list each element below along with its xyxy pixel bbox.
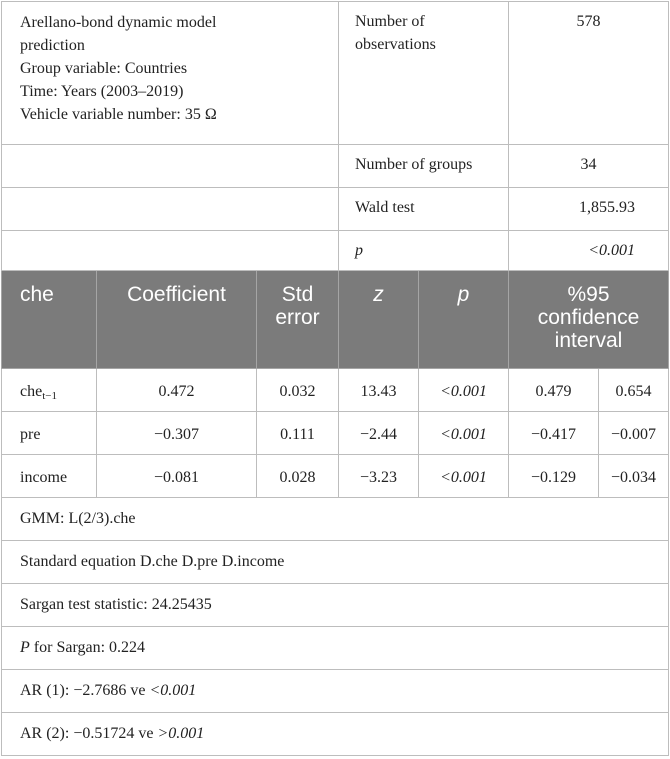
table-row [2, 369, 669, 412]
z-cell: −3.23 [339, 455, 419, 498]
ci-high-cell: 0.654 [599, 369, 669, 412]
header-che: che [2, 271, 97, 369]
footer-row [2, 713, 669, 756]
row-name-subscript: t−1 [42, 390, 57, 402]
p-value: <0.001 [509, 231, 669, 271]
row-name: pre [2, 412, 97, 455]
empty-cell [2, 188, 339, 231]
wald-label: Wald test [339, 188, 509, 231]
header-std-error [257, 271, 339, 369]
row-name [2, 369, 97, 412]
z-cell: −2.44 [339, 412, 419, 455]
standard-equation-note: Standard equation D.che D.pre D.income [2, 541, 669, 584]
header-coefficient: Coefficient [97, 271, 257, 369]
gmm-note: GMM: L(2/3).che [2, 498, 669, 541]
ar1-text: AR (1): −2.7686 ve [20, 682, 150, 699]
header-line: error [275, 306, 320, 329]
regression-results-table [1, 1, 669, 756]
ci-low-cell: −0.129 [509, 455, 599, 498]
groups-label: Number of groups [339, 145, 509, 188]
coefficient-cell: −0.307 [97, 412, 257, 455]
std-error-cell: 0.111 [257, 412, 339, 455]
model-info-cell [2, 2, 339, 145]
column-header-row [2, 271, 669, 369]
model-info-line: Time: Years (2003–2019) [20, 83, 184, 100]
ar1-note [2, 670, 669, 713]
row-name-text: che [20, 383, 43, 400]
empty-cell [2, 231, 339, 271]
footer-row [2, 627, 669, 670]
p-cell: <0.001 [419, 369, 509, 412]
model-info-line: Vehicle variable number: 35 Ω [20, 106, 217, 123]
ci-low-cell: −0.417 [509, 412, 599, 455]
p-sargan-note [2, 627, 669, 670]
wald-row [2, 188, 669, 231]
model-info-line: Group variable: Countries [20, 60, 188, 77]
header-line: %95 [567, 283, 610, 306]
empty-cell [2, 145, 339, 188]
z-cell: 13.43 [339, 369, 419, 412]
footer-row [2, 498, 669, 541]
footer-row [2, 584, 669, 627]
ci-low-cell: 0.479 [509, 369, 599, 412]
p-cell: <0.001 [419, 455, 509, 498]
page [0, 1, 670, 759]
p-symbol: P [20, 639, 30, 656]
ci-high-cell: −0.034 [599, 455, 669, 498]
footer-row [2, 670, 669, 713]
wald-value: 1,855.93 [509, 188, 669, 231]
ar2-value: >0.001 [157, 725, 205, 742]
ar1-value: <0.001 [149, 682, 197, 699]
model-info-row [2, 2, 669, 145]
header-p: p [419, 271, 509, 369]
ar2-note [2, 713, 669, 756]
coefficient-cell: −0.081 [97, 455, 257, 498]
header-line: confidence [537, 306, 640, 329]
ci-high-cell: −0.007 [599, 412, 669, 455]
ar2-text: AR (2): −0.51724 ve [20, 725, 158, 742]
p-cell: <0.001 [419, 412, 509, 455]
groups-row [2, 145, 669, 188]
footer-row [2, 541, 669, 584]
std-error-cell: 0.032 [257, 369, 339, 412]
model-info-line: prediction [20, 37, 85, 54]
sargan-note: Sargan test statistic: 24.25435 [2, 584, 669, 627]
row-name: income [2, 455, 97, 498]
header-z: z [339, 271, 419, 369]
std-error-cell: 0.028 [257, 455, 339, 498]
model-info-line: Arellano-bond dynamic model [20, 14, 217, 31]
header-line: interval [554, 329, 623, 352]
observations-value: 578 [509, 2, 669, 145]
p-label: p [339, 231, 509, 271]
p-row [2, 231, 669, 271]
p-sargan-text: for Sargan: 0.224 [29, 639, 146, 656]
table-row [2, 412, 669, 455]
observations-label: Number of observations [339, 2, 509, 145]
header-confidence-interval [509, 271, 669, 369]
table-row [2, 455, 669, 498]
coefficient-cell: 0.472 [97, 369, 257, 412]
groups-value: 34 [509, 145, 669, 188]
header-line: Std [281, 283, 314, 306]
